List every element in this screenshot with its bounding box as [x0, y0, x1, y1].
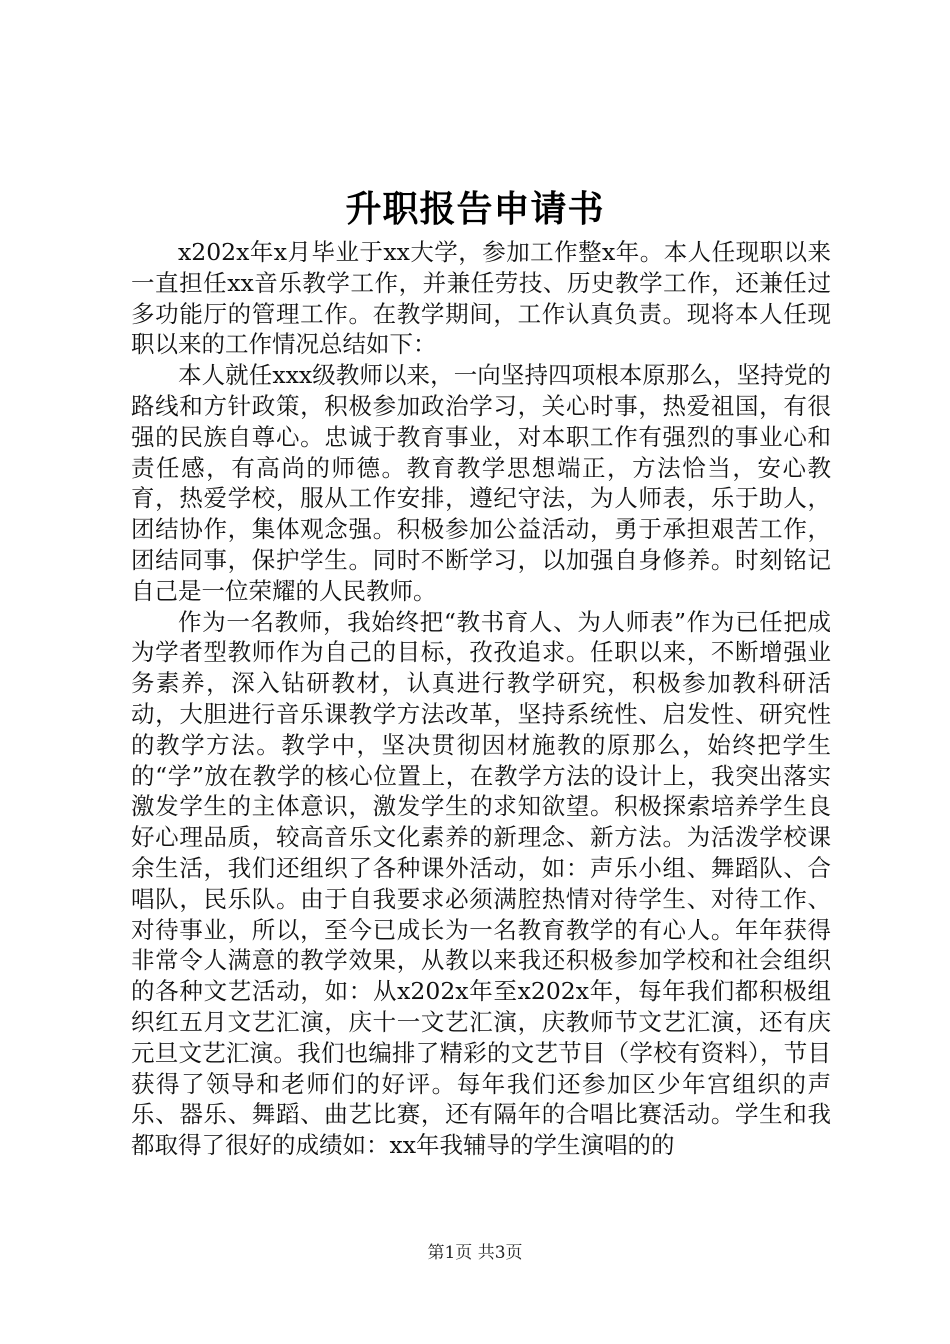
page-footer: 第1页 共3页 [427, 1243, 523, 1263]
paragraph-intro: x202x年x月毕业于xx大学，参加工作整x年。本人任现职以来一直担任xx音乐教学工作，并兼任劳技、历史教学工作，还兼任过多功能厅的管理工作。在教学期间，工作认真负责。现将本人任现职以来的工作情况总结如下： [131, 238, 831, 359]
document-title: 升职报告申请书 [345, 188, 605, 230]
paragraph-teaching-work: 作为一名教师，我始终把“教书育人、为人师表”作为已任把成为学者型教师作为自己的目标，孜孜追求。任职以来，不断增强业务素养，深入钻研教材，认真进行教学研究，积极参加教科研活动，大胆进行音乐课教学方法改革，坚持系统性、启发性、研究性的教学方法。教学中，坚决贯彻因材施教的原那么，始终把学生的“学”放在教学的核心位置上，在教学方法的设计上，我突出落实激发学生的主体意识，激发学生的求知欲望。积极探索培养学生良好心理品质，较高音乐文化素养的新理念、新方法。为活泼学校课余生活，我们还组织了各种课外活动，如：声乐小组、舞蹈队、合唱队，民乐队。由于自我要求必须满腔热情对待学生、对待工作、对待事业，所以，至今已成长为一名教育教学的有心人。年年获得非常令人满意的教学效果，从教以来我还积极参加学校和社会组织的各种文艺活动，如：从x202x年至x202x年，每年我们都积极组织红五月文艺汇演，庆十一文艺汇演，庆教师节文艺汇演，还有庆元旦文艺汇演。我们也编排了精彩的文艺节目（学校有资料），节目获得了领导和老师们的好评。每年我们还参加区少年宫组织的声乐、器乐、舞蹈、曲艺比赛，还有隔年的合唱比赛活动。学生和我都取得了很好的成绩如：xx年我辅导的学生演唱的的 [131, 607, 831, 1160]
document-body [131, 237, 831, 1161]
paragraph-political-conduct: 本人就任xxx级教师以来，一向坚持四项根本原那么，坚持党的路线和方针政策，积极参加政治学习，关心时事，热爱祖国，有很强的民族自尊心。忠诚于教育事业，对本职工作有强烈的事业心和责任感，有高尚的师德。教育教学思想端正，方法恰当，安心教育，热爱学校，服从工作安排，遵纪守法，为人师表，乐于助人，团结协作，集体观念强。积极参加公益活动，勇于承担艰苦工作，团结同事，保护学生。同时不断学习，以加强自身修养。时刻铭记自己是一位荣耀的人民教师。 [131, 361, 831, 605]
